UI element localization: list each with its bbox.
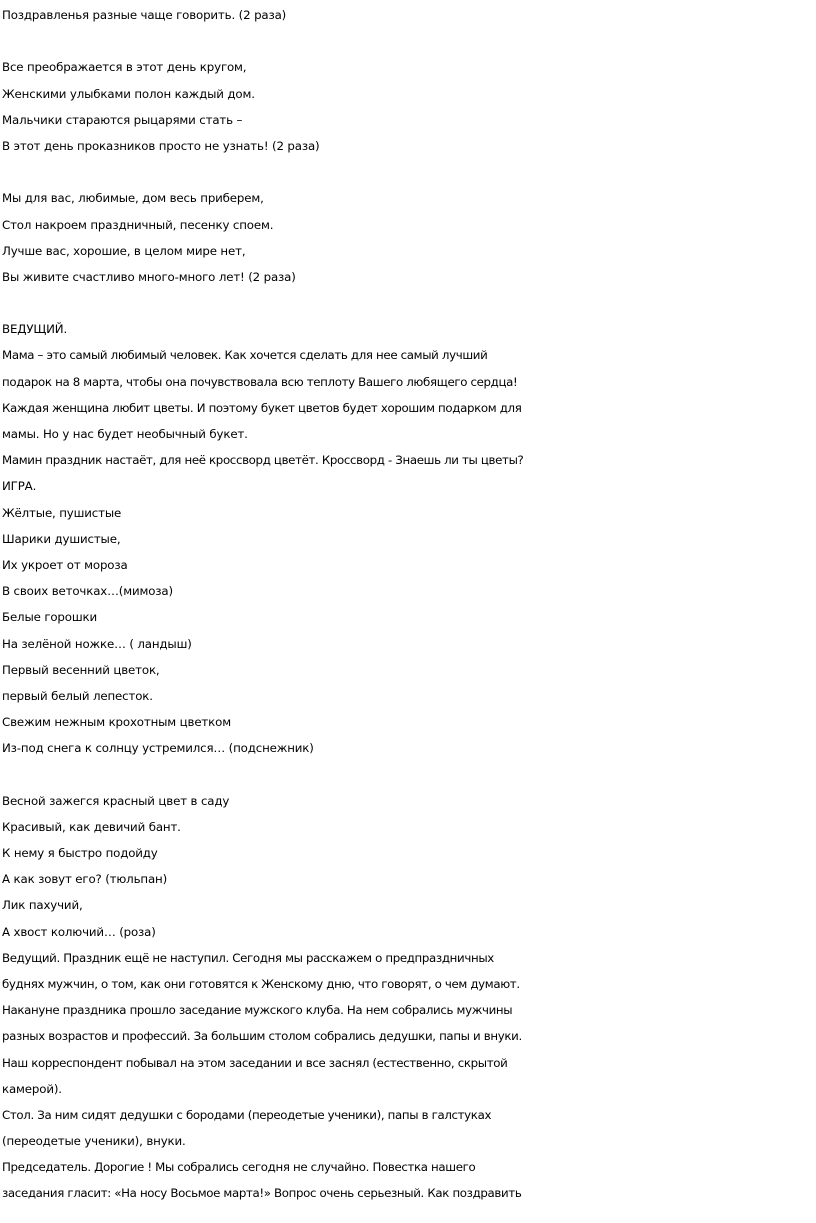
- text-line: Белые горошки: [2, 610, 97, 625]
- text-line: (переодетые ученики), внуки.: [2, 1134, 186, 1149]
- text-line: мамы. Но у нас будет необычный букет.: [2, 427, 248, 441]
- text-line: А как зовут его? (тюльпан): [2, 872, 168, 887]
- text-line: Председатель. Дорогие ! Мы собрались сегодня не случайно. Повестка нашего: [2, 1160, 476, 1175]
- text-line: Красивый, как девичий бант.: [2, 819, 181, 834]
- text-line: буднях мужчин, о том, как они готовятся к Женскому дню, что говорят, о чем думают.: [2, 976, 520, 991]
- text-line: камерой).: [2, 1081, 62, 1096]
- section-heading: ИГРА.: [2, 479, 37, 494]
- text-line: Все преображается в этот день кругом,: [2, 60, 247, 75]
- blank-line: [2, 28, 816, 54]
- text-line: Стол. За ним сидят дедушки с бородами (переодетые ученики), папы в галстуках: [2, 1107, 492, 1122]
- text-line: первый белый лепесток.: [2, 688, 153, 703]
- blank-line: [2, 290, 816, 316]
- section-heading: ВЕДУЩИЙ.: [2, 322, 68, 337]
- text-line: Мама – это самый любимый человек. Как хочется сделать для нее самый лучший: [2, 348, 488, 363]
- blank-line: [2, 761, 816, 787]
- text-line: Каждая женщина любит цветы. И поэтому букет цветов будет хорошим подарком для: [2, 400, 522, 415]
- text-line: Мы для вас, любимые, дом весь приберем,: [2, 191, 264, 206]
- text-line: Шарики душистые,: [2, 531, 121, 546]
- text-line: Мальчики стараются рыцарями стать –: [2, 112, 243, 127]
- text-line: Весной зажегся красный цвет в саду: [2, 793, 230, 808]
- text-line: заседания гласит: «На носу Восьмое марта!» Вопрос очень серьезный. Как поздравить: [2, 1186, 522, 1201]
- text-line: Лик пахучий,: [2, 898, 83, 913]
- blank-line: [2, 159, 816, 185]
- text-line: Лучше вас, хорошие, в целом мире нет,: [2, 243, 246, 258]
- text-line: Стол накроем праздничный, песенку споем.: [2, 217, 274, 232]
- text-line: В этот день проказников просто не узнать! (2 раза): [2, 138, 320, 153]
- text-line: Вы живите счастливо много-много лет! (2 раза): [2, 269, 296, 284]
- text-line: Поздравленья разные чаще говорить. (2 раза): [2, 8, 287, 22]
- text-line: подарок на 8 марта, чтобы она почувствовала всю теплоту Вашего любящего сердца!: [2, 374, 518, 389]
- text-line: Наш корреспондент побывал на этом заседании и все заснял (естественно, скрытой: [2, 1055, 508, 1070]
- text-line: Жёлтые, пушистые: [2, 505, 122, 520]
- text-line: разных возрастов и профессий. За большим столом собрались дедушки, папы и внуки.: [2, 1029, 522, 1044]
- text-line: Женскими улыбками полон каждый дом.: [2, 86, 255, 101]
- text-line: А хвост колючий… (роза): [2, 924, 156, 939]
- text-line: Свежим нежным крохотным цветком: [2, 715, 231, 730]
- text-line: На зелёной ножке… ( ландыш): [2, 636, 192, 651]
- text-line: В своих веточках…(мимоза): [2, 584, 173, 599]
- text-line: К нему я быстро подойду: [2, 846, 158, 860]
- text-line: Из-под снега к солнцу устремился… (подснежник): [2, 741, 314, 756]
- text-line: Накануне праздника прошло заседание мужского клуба. На нем собрались мужчины: [2, 1003, 513, 1018]
- text-line: Их укроет от мороза: [2, 557, 128, 572]
- text-line: Первый весенний цветок,: [2, 662, 160, 677]
- text-line: Ведущий. Праздник ещё не наступил. Сегодня мы расскажем о предпраздничных: [2, 950, 494, 965]
- text-line: Мамин праздник настаёт, для неё кроссворд цветёт. Кроссворд - Знаешь ли ты цветы?: [2, 453, 524, 468]
